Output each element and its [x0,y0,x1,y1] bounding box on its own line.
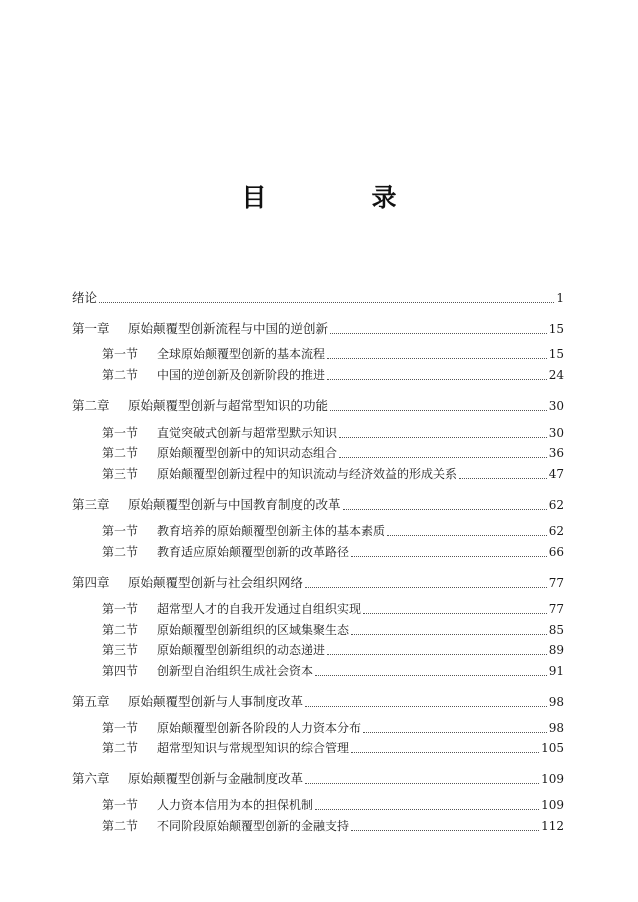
chapter-title: 原始颠覆型创新与人事制度改革 [128,694,304,709]
toc-page-number: 47 [548,467,564,481]
toc-section[interactable] [102,366,564,384]
toc-section[interactable] [102,817,564,835]
toc-section[interactable] [102,796,564,814]
toc-section[interactable] [102,345,564,363]
section-title: 中国的逆创新及创新阶段的推进 [157,368,326,382]
dot-leader [351,555,547,557]
toc-section[interactable] [102,621,564,639]
chapter-title: 原始颠覆型创新流程与中国的逆创新 [128,321,329,336]
section-number: 第二节 [102,741,139,755]
chapter-number: 第二章 [72,398,110,413]
dot-leader [327,357,547,359]
toc-page-number: 1 [556,291,564,305]
toc-page-number: 77 [548,602,564,616]
section-title: 原始颠覆型创新各阶段的人力资本分布 [157,721,362,735]
toc-page-number: 36 [548,446,564,460]
section-title: 直觉突破式创新与超常型默示知识 [157,426,338,440]
chapter-title: 原始颠覆型创新与超常型知识的功能 [128,398,329,413]
toc-section[interactable] [102,543,564,561]
toc-page-number: 109 [541,798,564,812]
toc-page-number: 15 [548,347,564,361]
toc-section[interactable] [102,444,564,462]
toc-section[interactable] [102,641,564,659]
dot-leader [343,508,547,510]
chapter-number: 第一章 [72,321,110,336]
dot-leader [99,301,554,303]
dot-leader [315,808,539,810]
section-number: 第一节 [102,721,139,735]
toc-section[interactable] [102,522,564,540]
toc-section[interactable] [102,424,564,442]
chapter-title: 原始颠覆型创新与中国教育制度的改革 [128,497,341,512]
toc-page-number: 66 [548,545,564,559]
section-number: 第一节 [102,347,139,361]
section-title: 全球原始颠覆型创新的基本流程 [157,347,326,361]
toc-page-number: 109 [541,772,564,786]
toc-page-number: 89 [548,643,564,657]
chapter-title: 原始颠覆型创新与社会组织网络 [128,575,304,590]
dot-leader [305,782,539,784]
section-number: 第二节 [102,545,139,559]
dot-leader [330,332,547,334]
dot-leader [459,477,547,479]
toc-page-number: 15 [548,322,564,336]
dot-leader [351,633,547,635]
chapter-number: 第三章 [72,497,110,512]
section-title: 超常型人才的自我开发通过自组织实现 [157,602,362,616]
dot-leader [387,534,547,536]
section-number: 第二节 [102,368,139,382]
toc-page-number: 77 [548,576,564,590]
dot-leader [327,653,547,655]
dot-leader [339,456,547,458]
dot-leader [330,409,547,411]
chapter-title: 原始颠覆型创新与金融制度改革 [128,771,304,786]
section-title: 原始颠覆型创新中的知识动态组合 [157,446,338,460]
toc-page-number: 98 [548,721,564,735]
section-number: 第三节 [102,643,139,657]
toc-chapter[interactable] [72,770,564,788]
dot-leader [351,751,539,753]
toc-page-number: 62 [548,524,564,538]
toc-page-number: 85 [548,623,564,637]
section-title: 教育培养的原始颠覆型创新主体的基本素质 [157,524,386,538]
dot-leader [339,436,547,438]
chapter-number: 第五章 [72,694,110,709]
section-title: 超常型知识与常规型知识的综合管理 [157,741,350,755]
section-number: 第二节 [102,623,139,637]
toc-section[interactable] [102,739,564,757]
toc-section[interactable] [102,662,564,680]
toc-page-number: 112 [541,819,564,833]
toc-page-number: 30 [548,399,564,413]
dot-leader [305,705,547,707]
section-number: 第四节 [102,664,139,678]
section-title: 原始颠覆型创新组织的区域集聚生态 [157,623,350,637]
toc-entry-title: 绪论 [72,290,98,305]
section-number: 第一节 [102,602,139,616]
toc-chapter[interactable] [72,693,564,711]
section-number: 第一节 [102,426,139,440]
dot-leader [327,378,547,380]
toc-page-number: 30 [548,426,564,440]
section-number: 第二节 [102,446,139,460]
toc-chapter[interactable] [72,496,564,514]
toc-page-number: 105 [541,741,564,755]
toc-page-number: 91 [548,664,564,678]
toc-entry-intro[interactable] [72,289,564,307]
toc-page-number: 98 [548,695,564,709]
toc-chapter[interactable] [72,574,564,592]
toc-page-number: 24 [548,368,564,382]
toc-chapter[interactable] [72,397,564,415]
dot-leader [363,731,547,733]
section-number: 第二节 [102,819,139,833]
dot-leader [363,612,547,614]
dot-leader [351,829,539,831]
toc-chapter[interactable] [72,320,564,338]
section-title: 不同阶段原始颠覆型创新的金融支持 [157,819,350,833]
section-number: 第一节 [102,798,139,812]
dot-leader [315,674,547,676]
toc-page-number: 62 [548,498,564,512]
section-title: 创新型自治组织生成社会资本 [157,664,314,678]
toc-section[interactable] [102,719,564,737]
section-number: 第一节 [102,524,139,538]
section-number: 第三节 [102,467,139,481]
section-title: 人力资本信用为本的担保机制 [157,798,314,812]
toc-section[interactable] [102,465,564,483]
section-title: 教育适应原始颠覆型创新的改革路径 [157,545,350,559]
page-title: 目 录 [241,183,437,212]
chapter-number: 第六章 [72,771,110,786]
dot-leader [305,586,547,588]
chapter-number: 第四章 [72,575,110,590]
section-title: 原始颠覆型创新组织的动态递进 [157,643,326,657]
section-title: 原始颠覆型创新过程中的知识流动与经济效益的形成关系 [157,467,458,481]
toc-section[interactable] [102,600,564,618]
